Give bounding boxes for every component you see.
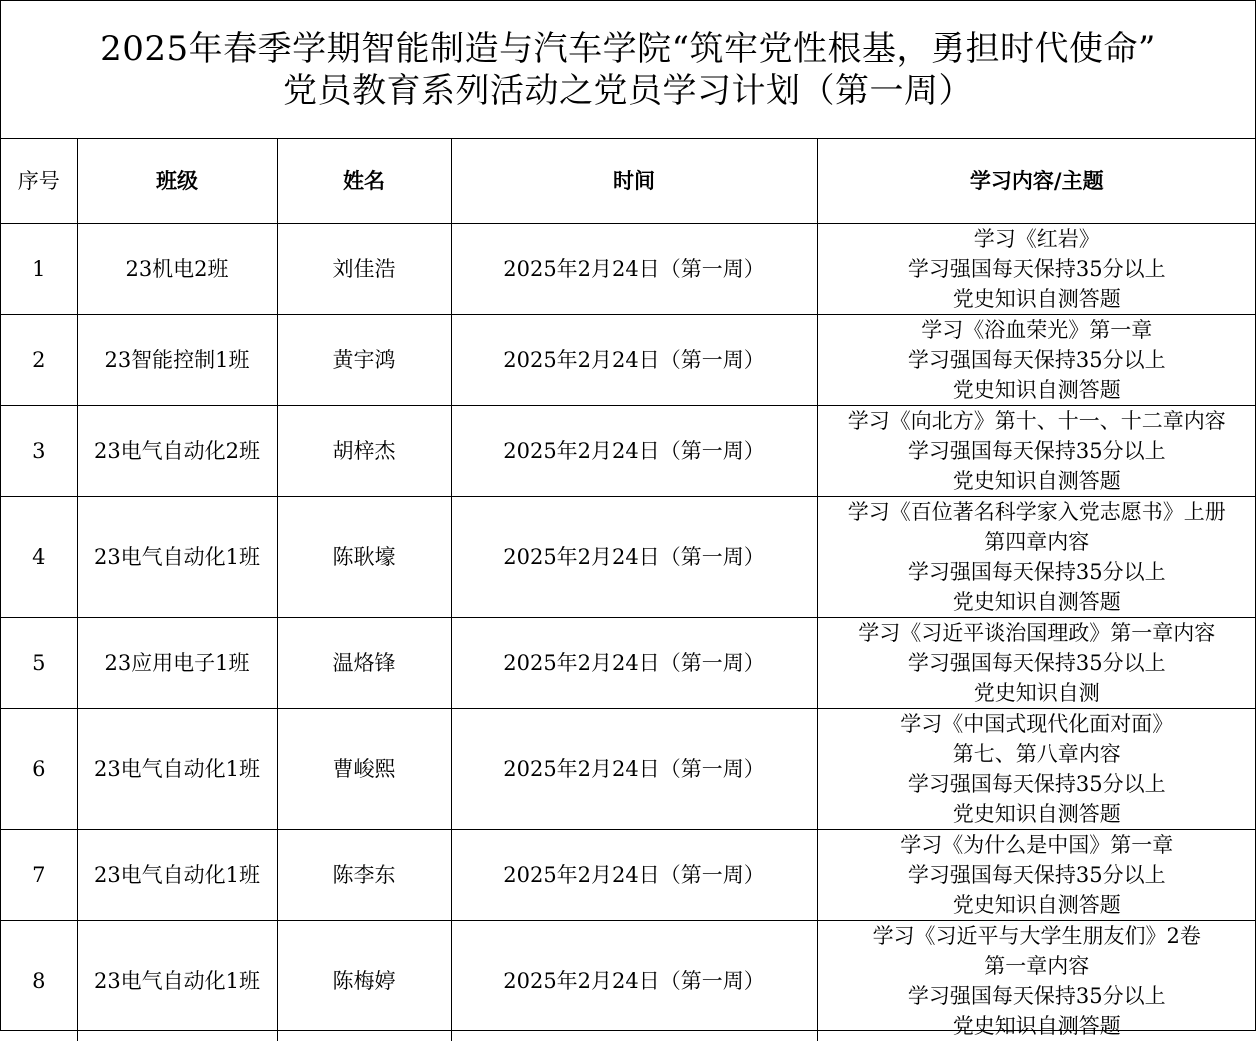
header-seq: 序号 (1, 139, 77, 224)
cell-class: 23电气自动化1班 (77, 709, 277, 830)
cell-name: 胡梓杰 (277, 406, 451, 497)
cell-class: 23应用电子1班 (77, 618, 277, 709)
cell-time: 2025年2月24日（第一周） (451, 921, 817, 1041)
title-line-2: 党员教育系列活动之党员学习计划（第一周） (283, 70, 973, 112)
cell-name: 刘佳浩 (277, 224, 451, 315)
content-line: 党史知识自测答题 (818, 587, 1257, 617)
content-line: 学习强国每天保持35分以上 (818, 860, 1257, 890)
content-line: 党史知识自测答题 (818, 375, 1257, 405)
cell-seq: 4 (1, 497, 77, 618)
header-content: 学习内容/主题 (817, 139, 1256, 224)
cell-seq: 2 (1, 315, 77, 406)
cell-time: 2025年2月24日（第一周） (451, 406, 817, 497)
content-line: 学习《向北方》第十、十一、十二章内容 (818, 406, 1257, 436)
table-header-row (1, 139, 1256, 224)
content-line: 学习《习近平与大学生朋友们》2卷 (818, 921, 1257, 951)
cell-name: 黄宇鸿 (277, 315, 451, 406)
title-line-1: 2025年春季学期智能制造与汽车学院“筑牢党性根基，勇担时代使命” (100, 28, 1156, 70)
table-row (1, 830, 1256, 921)
cell-time: 2025年2月24日（第一周） (451, 497, 817, 618)
cell-name: 陈耿壕 (277, 497, 451, 618)
cell-time: 2025年2月24日（第一周） (451, 224, 817, 315)
table-row (1, 618, 1256, 709)
content-line: 学习强国每天保持35分以上 (818, 345, 1257, 375)
study-plan-table (1, 139, 1256, 1041)
document-title (1, 1, 1255, 139)
content-line: 学习强国每天保持35分以上 (818, 769, 1257, 799)
cell-class: 23电气自动化1班 (77, 830, 277, 921)
table-body (1, 224, 1256, 1041)
cell-class: 23电气自动化2班 (77, 406, 277, 497)
cell-class: 23电气自动化1班 (77, 497, 277, 618)
content-line: 学习强国每天保持35分以上 (818, 648, 1257, 678)
cell-content (817, 406, 1256, 497)
cell-content (817, 830, 1256, 921)
cell-time: 2025年2月24日（第一周） (451, 618, 817, 709)
content-line: 党史知识自测答题 (818, 890, 1257, 920)
cell-seq: 5 (1, 618, 77, 709)
content-line: 学习《习近平谈治国理政》第一章内容 (818, 618, 1257, 648)
cell-content (817, 709, 1256, 830)
content-line: 学习《百位著名科学家入党志愿书》上册 (818, 497, 1257, 527)
cell-name: 曹峻熙 (277, 709, 451, 830)
content-line: 学习强国每天保持35分以上 (818, 436, 1257, 466)
cell-content (817, 224, 1256, 315)
content-line: 学习《为什么是中国》第一章 (818, 830, 1257, 860)
table-row (1, 406, 1256, 497)
cell-content (817, 315, 1256, 406)
table-row (1, 224, 1256, 315)
header-name: 姓名 (277, 139, 451, 224)
cell-class: 23智能控制1班 (77, 315, 277, 406)
cell-content (817, 921, 1256, 1041)
header-class: 班级 (77, 139, 277, 224)
cell-seq: 1 (1, 224, 77, 315)
cell-seq: 7 (1, 830, 77, 921)
table-row (1, 921, 1256, 1041)
cell-time: 2025年2月24日（第一周） (451, 315, 817, 406)
cell-seq: 3 (1, 406, 77, 497)
content-line: 学习《浴血荣光》第一章 (818, 315, 1257, 345)
cell-content (817, 618, 1256, 709)
cell-class: 23机电2班 (77, 224, 277, 315)
cell-class: 23电气自动化1班 (77, 921, 277, 1041)
content-line: 党史知识自测答题 (818, 466, 1257, 496)
content-line: 党史知识自测 (818, 678, 1257, 708)
content-line: 党史知识自测答题 (818, 1011, 1257, 1041)
content-line: 学习强国每天保持35分以上 (818, 981, 1257, 1011)
header-time: 时间 (451, 139, 817, 224)
cell-seq: 8 (1, 921, 77, 1041)
content-line: 学习强国每天保持35分以上 (818, 557, 1257, 587)
content-line: 第四章内容 (818, 527, 1257, 557)
cell-name: 陈李东 (277, 830, 451, 921)
table-row (1, 497, 1256, 618)
cell-name: 陈梅婷 (277, 921, 451, 1041)
cell-name: 温烙锋 (277, 618, 451, 709)
cell-seq: 6 (1, 709, 77, 830)
cell-time: 2025年2月24日（第一周） (451, 830, 817, 921)
table-row (1, 709, 1256, 830)
table-row (1, 315, 1256, 406)
content-line: 第一章内容 (818, 951, 1257, 981)
cell-time: 2025年2月24日（第一周） (451, 709, 817, 830)
content-line: 学习《中国式现代化面对面》 (818, 709, 1257, 739)
content-line: 党史知识自测答题 (818, 284, 1257, 314)
content-line: 学习《红岩》 (818, 224, 1257, 254)
content-line: 第七、第八章内容 (818, 739, 1257, 769)
content-line: 党史知识自测答题 (818, 799, 1257, 829)
content-line: 学习强国每天保持35分以上 (818, 254, 1257, 284)
cell-content (817, 497, 1256, 618)
